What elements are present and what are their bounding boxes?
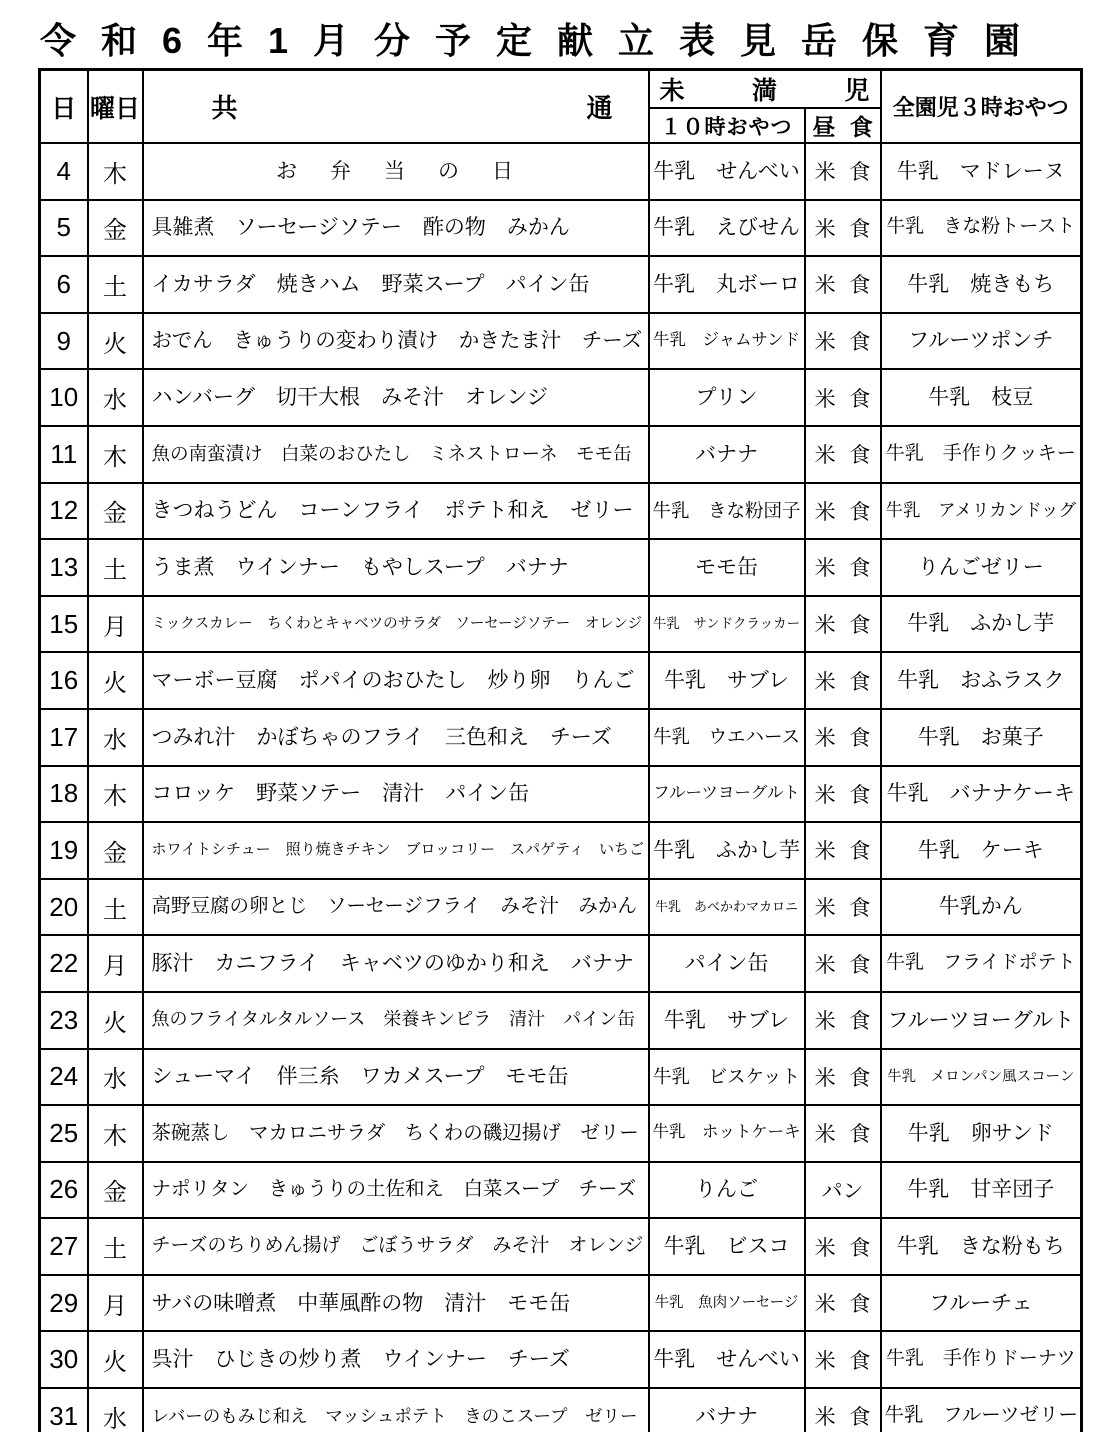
table-row — [40, 143, 1082, 200]
table-row — [40, 483, 1082, 540]
snack3-cell: 牛乳 おふラスク — [881, 652, 1082, 709]
lunch-cell: 米 食 — [805, 483, 881, 540]
lunch-cell: 米 食 — [805, 256, 881, 313]
lunch-cell: 米 食 — [805, 1331, 881, 1388]
snack10-cell: バナナ — [649, 426, 805, 483]
snack3-cell: 牛乳 フルーツゼリー — [881, 1388, 1082, 1432]
day-cell: 18 — [40, 766, 88, 823]
common-menu-cell: サバの味噌煮 中華風酢の物 清汁 モモ缶 — [143, 1275, 649, 1332]
snack3-cell: 牛乳 お菓子 — [881, 709, 1082, 766]
snack10-cell: 牛乳 ウエハース — [649, 709, 805, 766]
weekday-cell: 月 — [88, 596, 143, 653]
common-menu-cell: おでん きゅうりの変わり漬け かきたま汁 チーズ — [143, 313, 649, 370]
snack3-cell: 牛乳 バナナケーキ — [881, 766, 1082, 823]
table-row — [40, 935, 1082, 992]
common-menu-cell: 高野豆腐の卵とじ ソーセージフライ みそ汁 みかん — [143, 879, 649, 936]
common-menu-cell: シューマイ 伴三糸 ワカメスープ モモ缶 — [143, 1049, 649, 1106]
table-row — [40, 992, 1082, 1049]
snack10-cell: 牛乳 ホットケーキ — [649, 1105, 805, 1162]
header-lunch: 昼 食 — [805, 108, 881, 143]
header-common-char-2: 通 — [586, 93, 613, 123]
common-menu-cell: ミックスカレー ちくわとキャベツのサラダ ソーセージソテー オレンジ — [143, 596, 649, 653]
day-cell: 19 — [40, 822, 88, 879]
day-cell: 26 — [40, 1162, 88, 1219]
day-cell: 4 — [40, 143, 88, 200]
lunch-cell: 米 食 — [805, 539, 881, 596]
snack3-cell: 牛乳 フライドポテト — [881, 935, 1082, 992]
snack3-cell: フルーツポンチ — [881, 313, 1082, 370]
header-under3 — [649, 70, 881, 109]
day-cell: 16 — [40, 652, 88, 709]
common-menu-cell: ホワイトシチュー 照り焼きチキン ブロッコリー スパゲティ いちご — [143, 822, 649, 879]
common-menu-cell: きつねうどん コーンフライ ポテト和え ゼリー — [143, 483, 649, 540]
snack10-cell: 牛乳 せんべい — [649, 1331, 805, 1388]
snack10-cell: 牛乳 サンドクラッカー — [649, 596, 805, 653]
day-cell: 11 — [40, 426, 88, 483]
header-day: 日 — [40, 70, 88, 144]
lunch-cell: 米 食 — [805, 426, 881, 483]
header-common-char-1: 共 — [211, 93, 238, 123]
snack10-cell: 牛乳 せんべい — [649, 143, 805, 200]
common-menu-cell: つみれ汁 かぼちゃのフライ 三色和え チーズ — [143, 709, 649, 766]
snack10-cell: バナナ — [649, 1388, 805, 1432]
snack3-cell: 牛乳 きな粉もち — [881, 1218, 1082, 1275]
weekday-cell: 火 — [88, 1331, 143, 1388]
weekday-cell: 水 — [88, 709, 143, 766]
lunch-cell: 米 食 — [805, 1105, 881, 1162]
weekday-cell: 火 — [88, 313, 143, 370]
snack10-cell: 牛乳 ジャムサンド — [649, 313, 805, 370]
lunch-cell: 米 食 — [805, 992, 881, 1049]
snack3-cell: 牛乳 きな粉トースト — [881, 200, 1082, 257]
weekday-cell: 金 — [88, 1162, 143, 1219]
menu-table — [38, 68, 1083, 1432]
lunch-cell: 米 食 — [805, 143, 881, 200]
day-cell: 6 — [40, 256, 88, 313]
weekday-cell: 土 — [88, 1218, 143, 1275]
lunch-cell: 米 食 — [805, 1388, 881, 1432]
day-cell: 12 — [40, 483, 88, 540]
table-row — [40, 1162, 1082, 1219]
lunch-cell: 米 食 — [805, 596, 881, 653]
snack3-cell: 牛乳 甘辛団子 — [881, 1162, 1082, 1219]
common-menu-cell: 魚の南蛮漬け 白菜のおひたし ミネストローネ モモ缶 — [143, 426, 649, 483]
common-menu-cell: 具雑煮 ソーセージソテー 酢の物 みかん — [143, 200, 649, 257]
weekday-cell: 木 — [88, 143, 143, 200]
snack3-cell: 牛乳 ケーキ — [881, 822, 1082, 879]
lunch-cell: パン — [805, 1162, 881, 1219]
common-menu-cell: 豚汁 カニフライ キャベツのゆかり和え バナナ — [143, 935, 649, 992]
snack3-cell: フルーチェ — [881, 1275, 1082, 1332]
table-row — [40, 539, 1082, 596]
table-row — [40, 256, 1082, 313]
day-cell: 20 — [40, 879, 88, 936]
weekday-cell: 金 — [88, 483, 143, 540]
weekday-cell: 金 — [88, 200, 143, 257]
common-menu-cell: お 弁 当 の 日 — [143, 143, 649, 200]
day-cell: 23 — [40, 992, 88, 1049]
snack3-cell: フルーツヨーグルト — [881, 992, 1082, 1049]
day-cell: 13 — [40, 539, 88, 596]
snack10-cell: りんご — [649, 1162, 805, 1219]
lunch-cell: 米 食 — [805, 935, 881, 992]
header-weekday: 曜日 — [88, 70, 143, 144]
weekday-cell: 木 — [88, 766, 143, 823]
table-row — [40, 879, 1082, 936]
lunch-cell: 米 食 — [805, 879, 881, 936]
common-menu-cell: コロッケ 野菜ソテー 清汁 パイン缶 — [143, 766, 649, 823]
lunch-cell: 米 食 — [805, 766, 881, 823]
snack3-cell: 牛乳 手作りドーナツ — [881, 1331, 1082, 1388]
table-header — [40, 70, 1082, 144]
weekday-cell: 木 — [88, 426, 143, 483]
header-under3-char-3: 児 — [844, 77, 870, 105]
weekday-cell: 土 — [88, 256, 143, 313]
lunch-cell: 米 食 — [805, 1275, 881, 1332]
table-row — [40, 426, 1082, 483]
snack10-cell: 牛乳 ビスコ — [649, 1218, 805, 1275]
snack10-cell: 牛乳 魚肉ソーセージ — [649, 1275, 805, 1332]
table-row — [40, 1388, 1082, 1432]
day-cell: 9 — [40, 313, 88, 370]
snack3-cell: 牛乳かん — [881, 879, 1082, 936]
snack3-cell: 牛乳 ふかし芋 — [881, 596, 1082, 653]
snack10-cell: 牛乳 ふかし芋 — [649, 822, 805, 879]
common-menu-cell: うま煮 ウインナー もやしスープ バナナ — [143, 539, 649, 596]
day-cell: 31 — [40, 1388, 88, 1432]
snack3-cell: 牛乳 焼きもち — [881, 256, 1082, 313]
table-row — [40, 1049, 1082, 1106]
day-cell: 10 — [40, 369, 88, 426]
lunch-cell: 米 食 — [805, 709, 881, 766]
lunch-cell: 米 食 — [805, 200, 881, 257]
table-row — [40, 1331, 1082, 1388]
table-row — [40, 1105, 1082, 1162]
weekday-cell: 月 — [88, 935, 143, 992]
lunch-cell: 米 食 — [805, 313, 881, 370]
weekday-cell: 金 — [88, 822, 143, 879]
page-title: 令和6年1月分予定献立表見岳保育園 — [40, 20, 1046, 61]
header-common — [143, 70, 649, 144]
table-row — [40, 313, 1082, 370]
table-row — [40, 652, 1082, 709]
common-menu-cell: イカサラダ 焼きハム 野菜スープ パイン缶 — [143, 256, 649, 313]
day-cell: 5 — [40, 200, 88, 257]
lunch-cell: 米 食 — [805, 1049, 881, 1106]
snack3-cell: 牛乳 手作りクッキー — [881, 426, 1082, 483]
common-menu-cell: ハンバーグ 切干大根 みそ汁 オレンジ — [143, 369, 649, 426]
weekday-cell: 火 — [88, 992, 143, 1049]
snack3-cell: 牛乳 卵サンド — [881, 1105, 1082, 1162]
snack10-cell: 牛乳 きな粉団子 — [649, 483, 805, 540]
weekday-cell: 火 — [88, 652, 143, 709]
snack3-cell: 牛乳 枝豆 — [881, 369, 1082, 426]
snack10-cell: プリン — [649, 369, 805, 426]
table-row — [40, 1275, 1082, 1332]
snack10-cell: 牛乳 えびせん — [649, 200, 805, 257]
snack10-cell: フルーツヨーグルト — [649, 766, 805, 823]
common-menu-cell: ナポリタン きゅうりの土佐和え 白菜スープ チーズ — [143, 1162, 649, 1219]
snack3-cell: 牛乳 マドレーヌ — [881, 143, 1082, 200]
weekday-cell: 土 — [88, 539, 143, 596]
common-menu-cell: チーズのちりめん揚げ ごぼうサラダ みそ汁 オレンジ — [143, 1218, 649, 1275]
snack10-cell: 牛乳 あべかわマカロニ — [649, 879, 805, 936]
snack10-cell: 牛乳 サブレ — [649, 992, 805, 1049]
common-menu-cell: 茶碗蒸し マカロニサラダ ちくわの磯辺揚げ ゼリー — [143, 1105, 649, 1162]
snack10-cell: パイン缶 — [649, 935, 805, 992]
header-under3-char-2: 満 — [752, 77, 778, 105]
lunch-cell: 米 食 — [805, 822, 881, 879]
header-snack3-all: 全園児３時おやつ — [881, 70, 1082, 144]
snack3-cell: 牛乳 アメリカンドッグ — [881, 483, 1082, 540]
lunch-cell: 米 食 — [805, 652, 881, 709]
common-menu-cell: レバーのもみじ和え マッシュポテト きのこスープ ゼリー — [143, 1388, 649, 1432]
table-row — [40, 200, 1082, 257]
snack10-cell: 牛乳 サブレ — [649, 652, 805, 709]
table-row — [40, 766, 1082, 823]
lunch-cell: 米 食 — [805, 1218, 881, 1275]
day-cell: 15 — [40, 596, 88, 653]
day-cell: 27 — [40, 1218, 88, 1275]
weekday-cell: 水 — [88, 1049, 143, 1106]
table-row — [40, 709, 1082, 766]
common-menu-cell: 魚のフライタルタルソース 栄養キンピラ 清汁 パイン缶 — [143, 992, 649, 1049]
day-cell: 29 — [40, 1275, 88, 1332]
common-menu-cell: 呉汁 ひじきの炒り煮 ウインナー チーズ — [143, 1331, 649, 1388]
day-cell: 22 — [40, 935, 88, 992]
snack3-cell: 牛乳 メロンパン風スコーン — [881, 1049, 1082, 1106]
table-row — [40, 369, 1082, 426]
header-under3-char-1: 未 — [659, 77, 685, 105]
day-cell: 25 — [40, 1105, 88, 1162]
day-cell: 24 — [40, 1049, 88, 1106]
weekday-cell: 土 — [88, 879, 143, 936]
table-body — [40, 143, 1082, 1432]
table-row — [40, 596, 1082, 653]
table-row — [40, 822, 1082, 879]
day-cell: 17 — [40, 709, 88, 766]
snack10-cell: モモ缶 — [649, 539, 805, 596]
weekday-cell: 水 — [88, 1388, 143, 1432]
snack10-cell: 牛乳 ビスケット — [649, 1049, 805, 1106]
day-cell: 30 — [40, 1331, 88, 1388]
header-snack10: １０時おやつ — [649, 108, 805, 143]
lunch-cell: 米 食 — [805, 369, 881, 426]
snack10-cell: 牛乳 丸ボーロ — [649, 256, 805, 313]
weekday-cell: 月 — [88, 1275, 143, 1332]
table-row — [40, 1218, 1082, 1275]
weekday-cell: 水 — [88, 369, 143, 426]
weekday-cell: 木 — [88, 1105, 143, 1162]
snack3-cell: りんごゼリー — [881, 539, 1082, 596]
common-menu-cell: マーボー豆腐 ポパイのおひたし 炒り卵 りんご — [143, 652, 649, 709]
